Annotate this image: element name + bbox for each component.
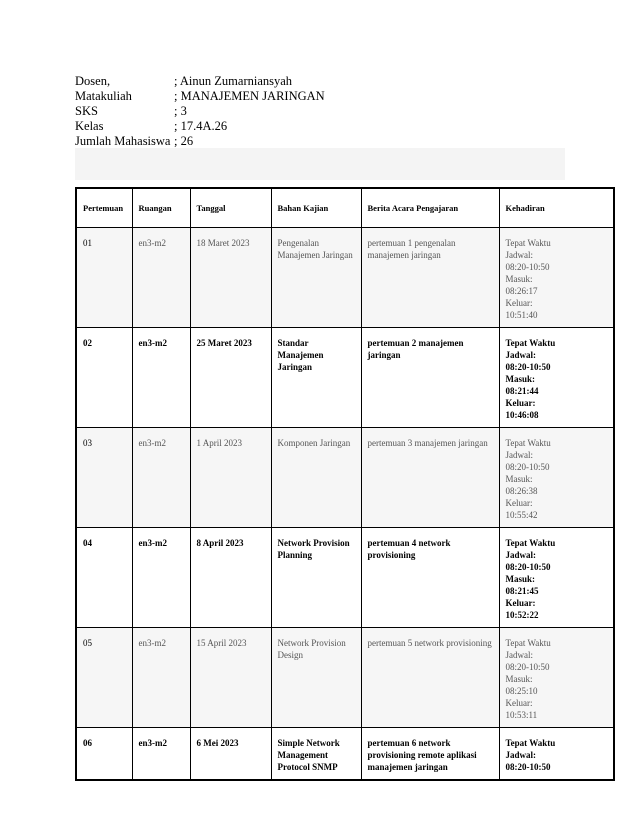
cell-bahan-kajian: Standar Manajemen Jaringan [271, 328, 361, 428]
col-header-pertemuan: Pertemuan [76, 188, 132, 228]
course-info [75, 74, 325, 149]
table-header-row [76, 188, 614, 228]
kehadiran-line: Keluar: [505, 498, 533, 508]
cell-berita-acara: pertemuan 6 network provisioning remote aplikasi manajemen jaringan [361, 728, 499, 781]
kehadiran-line: 08:26:38 [505, 486, 538, 496]
kehadiran-line: Masuk: [505, 674, 533, 684]
cell-pertemuan: 03 [76, 428, 132, 528]
info-row-dosen [75, 74, 325, 89]
col-header-ruangan: Ruangan [132, 188, 190, 228]
cell-tanggal: 15 April 2023 [190, 628, 271, 728]
kehadiran-line: Jadwal: [505, 750, 537, 760]
cell-ruangan: en3-m2 [132, 528, 190, 628]
kehadiran-line: 08:21:44 [505, 386, 539, 396]
table-row [76, 628, 614, 728]
cell-bahan-kajian: Komponen Jaringan [271, 428, 361, 528]
cell-ruangan: en3-m2 [132, 328, 190, 428]
kehadiran-line: Keluar: [505, 698, 533, 708]
table-row [76, 528, 614, 628]
cell-tanggal: 6 Mei 2023 [190, 728, 271, 781]
kehadiran-line: Keluar: [505, 598, 536, 608]
kehadiran-line: 10:52:22 [505, 610, 539, 620]
kehadiran-line: 08:21:45 [505, 586, 539, 596]
cell-pertemuan: 05 [76, 628, 132, 728]
cell-pertemuan: 06 [76, 728, 132, 781]
kehadiran-status: Tepat Waktu [505, 438, 551, 448]
cell-berita-acara: pertemuan 5 network provisioning [361, 628, 499, 728]
kehadiran-status: Tepat Waktu [505, 238, 551, 248]
kehadiran-line: 10:51:40 [505, 310, 538, 320]
kehadiran-status: Tepat Waktu [505, 338, 556, 348]
table-row [76, 728, 614, 781]
cell-berita-acara: pertemuan 4 network provisioning [361, 528, 499, 628]
kehadiran-line: Jadwal: [505, 450, 533, 460]
cell-tanggal: 1 April 2023 [190, 428, 271, 528]
shaded-band [75, 148, 565, 180]
kehadiran-line: 08:20-10:50 [505, 362, 551, 372]
cell-berita-acara: pertemuan 1 pengenalan manajemen jaringan [361, 228, 499, 328]
cell-berita-acara: pertemuan 3 manajemen jaringan [361, 428, 499, 528]
kehadiran-status: Tepat Waktu [505, 738, 556, 748]
info-row-kelas [75, 119, 325, 134]
cell-kehadiran [499, 328, 614, 428]
cell-pertemuan: 01 [76, 228, 132, 328]
cell-pertemuan: 04 [76, 528, 132, 628]
kehadiran-line: 10:46:08 [505, 410, 539, 420]
info-value: ; 26 [174, 134, 194, 148]
kehadiran-line: Masuk: [505, 474, 533, 484]
info-label: Kelas [75, 119, 104, 133]
kehadiran-line: Jadwal: [505, 350, 537, 360]
col-header-tanggal: Tanggal [190, 188, 271, 228]
kehadiran-line: Keluar: [505, 398, 536, 408]
cell-tanggal: 18 Maret 2023 [190, 228, 271, 328]
col-header-bahan-kajian: Bahan Kajian [271, 188, 361, 228]
info-label: SKS [75, 104, 98, 118]
info-value: ; MANAJEMEN JARINGAN [174, 89, 325, 103]
info-value: ; 17.4A.26 [174, 119, 228, 133]
info-value: ; 3 [174, 104, 187, 118]
cell-kehadiran [499, 728, 614, 781]
kehadiran-line: 08:20-10:50 [505, 262, 550, 272]
kehadiran-line: Jadwal: [505, 550, 537, 560]
cell-ruangan: en3-m2 [132, 428, 190, 528]
cell-ruangan: en3-m2 [132, 728, 190, 781]
kehadiran-line: Jadwal: [505, 650, 533, 660]
cell-bahan-kajian: Pengenalan Manajemen Jaringan [271, 228, 361, 328]
cell-berita-acara: pertemuan 2 manajemen jaringan [361, 328, 499, 428]
cell-tanggal: 8 April 2023 [190, 528, 271, 628]
info-label: Matakuliah [75, 89, 132, 103]
kehadiran-line: 08:20-10:50 [505, 762, 551, 772]
kehadiran-line: 10:53:11 [505, 710, 538, 720]
kehadiran-status: Tepat Waktu [505, 638, 551, 648]
cell-pertemuan: 02 [76, 328, 132, 428]
cell-kehadiran [499, 228, 614, 328]
kehadiran-status: Tepat Waktu [505, 538, 556, 548]
info-row-jumlah-mahasiswa [75, 134, 325, 149]
col-header-kehadiran: Kehadiran [499, 188, 614, 228]
cell-kehadiran [499, 428, 614, 528]
info-label: Dosen, [75, 74, 111, 88]
cell-tanggal: 25 Maret 2023 [190, 328, 271, 428]
kehadiran-line: 08:25:10 [505, 686, 538, 696]
info-row-matakuliah [75, 89, 325, 104]
kehadiran-line: 08:20-10:50 [505, 562, 551, 572]
kehadiran-line: 08:26:17 [505, 286, 538, 296]
cell-ruangan: en3-m2 [132, 628, 190, 728]
cell-kehadiran [499, 628, 614, 728]
table-row [76, 328, 614, 428]
kehadiran-line: Masuk: [505, 574, 536, 584]
info-row-sks [75, 104, 325, 119]
info-label: Jumlah Mahasiswa [75, 134, 171, 148]
cell-kehadiran [499, 528, 614, 628]
cell-bahan-kajian: Simple Network Management Protocol SNMP [271, 728, 361, 781]
col-header-berita-acara: Berita Acara Pengajaran [361, 188, 499, 228]
cell-ruangan: en3-m2 [132, 228, 190, 328]
kehadiran-line: Masuk: [505, 274, 533, 284]
kehadiran-line: Masuk: [505, 374, 536, 384]
cell-bahan-kajian: Network Provision Design [271, 628, 361, 728]
cell-bahan-kajian: Network Provision Planning [271, 528, 361, 628]
info-value: ; Ainun Zumarniansyah [174, 74, 293, 88]
kehadiran-line: 08:20-10:50 [505, 462, 550, 472]
kehadiran-line: 10:55:42 [505, 510, 538, 520]
kehadiran-line: 08:20-10:50 [505, 662, 550, 672]
kehadiran-line: Jadwal: [505, 250, 533, 260]
kehadiran-line: Keluar: [505, 298, 533, 308]
table-row [76, 428, 614, 528]
table-row [76, 228, 614, 328]
attendance-table [75, 187, 615, 781]
